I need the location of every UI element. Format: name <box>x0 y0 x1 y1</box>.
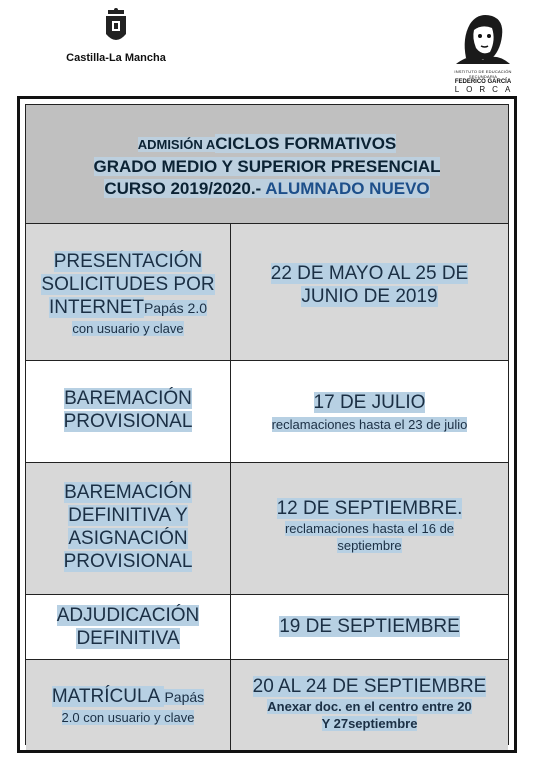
castle-crest-icon <box>101 8 131 48</box>
portrait-icon <box>452 8 514 66</box>
table-row <box>26 224 508 361</box>
row-label: BAREMACIÓN PROVISIONAL <box>26 361 231 462</box>
row-date: 19 DE SEPTIEMBRE <box>279 616 460 637</box>
ies-lorca-logo <box>448 8 518 94</box>
row-label: PRESENTACIÓN SOLICITUDES POR INTERNETPapás 2.0 con usuario y clave <box>26 224 231 360</box>
row-date: 12 DE SEPTIEMBRE. reclamaciones hasta el 16 de septiembre <box>276 498 463 553</box>
row-date: 20 AL 24 DE SEPTIEMBRE Anexar doc. en el centro entre 20 Y 27septiembre <box>252 676 487 731</box>
table-row <box>26 361 508 463</box>
row-label: ADJUDICACIÓN DEFINITIVA <box>26 595 231 659</box>
table-row <box>26 660 508 750</box>
castilla-la-mancha-logo <box>66 8 166 64</box>
row-label: MATRÍCULA Papás 2.0 con usuario y clave <box>26 660 231 750</box>
header-line-1: ADMISIÓN ACICLOS FORMATIVOS <box>137 134 397 153</box>
table-row <box>26 463 508 595</box>
header-line-2: GRADO MEDIO Y SUPERIOR PRESENCIAL <box>93 157 441 176</box>
institute-name: FEDERICO GARCÍA <box>454 79 512 85</box>
row-date: 22 DE MAYO AL 25 DE JUNIO DE 2019 <box>270 263 469 307</box>
logo-left-label: Castilla-La Mancha <box>66 52 166 64</box>
header-line-3: CURSO 2019/2020.- ALUMNADO NUEVO <box>104 179 430 198</box>
institute-lorca: LORCA <box>454 85 518 94</box>
institute-line: INSTITUTO DE EDUCACIÓN SECUNDARIA <box>454 69 512 79</box>
calendar-table <box>17 96 517 753</box>
table-row <box>26 595 508 660</box>
table-header <box>26 105 508 224</box>
row-label: BAREMACIÓN DEFINITIVA Y ASIGNACIÓN PROVISIONAL <box>26 463 231 594</box>
row-date: 17 DE JULIO reclamaciones hasta el 23 de julio <box>271 392 468 432</box>
